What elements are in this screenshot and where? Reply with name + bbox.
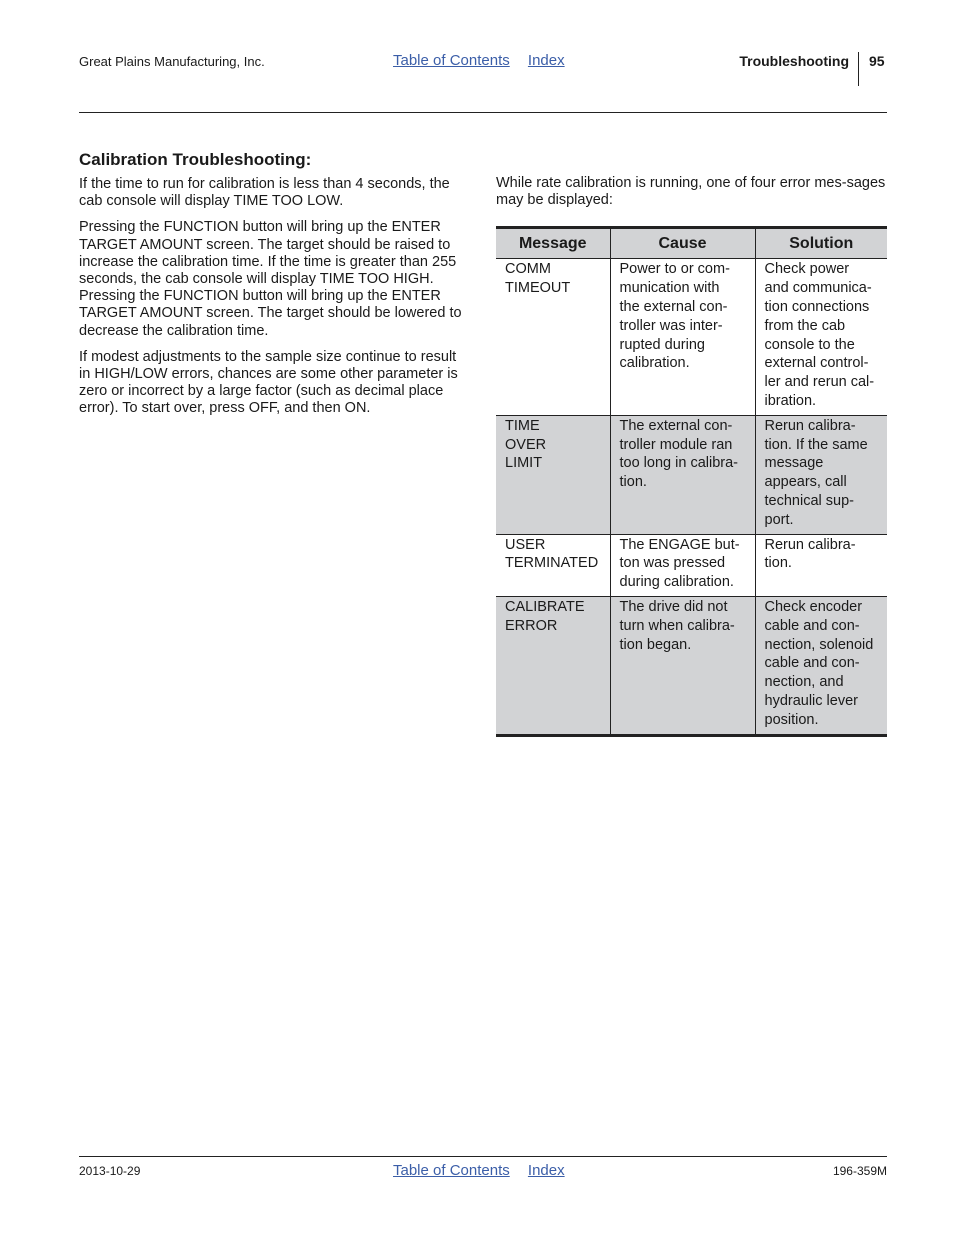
cell-line: The external con- (619, 417, 733, 434)
cell-line: tion. If the same (764, 436, 868, 453)
cell-line: appears, call (764, 474, 847, 491)
cell-line: OVER (505, 436, 547, 453)
cause-cell (610, 596, 755, 735)
cell-line: the external con- (619, 299, 728, 315)
cell-line: message (764, 455, 824, 472)
page-number: 95 (869, 53, 885, 69)
cell-line: cable and con- (764, 655, 860, 672)
header-toc-link[interactable]: Table of Contents (393, 52, 510, 69)
header-message: Message (496, 228, 610, 259)
cell-line: troller module ran (619, 436, 733, 453)
cell-line: Rerun calibra- (764, 536, 856, 553)
calibration-heading: Calibration Troubleshooting: (79, 150, 312, 169)
cause-cell (610, 259, 755, 415)
cell-line: Check power (764, 261, 850, 278)
section-title: Troubleshooting (739, 53, 849, 69)
header-solution: Solution (755, 228, 887, 259)
cell-line: hydraulic lever (764, 692, 858, 709)
cell-line: tion began. (619, 636, 692, 653)
cell-line: ton was pressed (619, 555, 726, 572)
cell-line: TIMEOUT (505, 280, 571, 297)
footer-index-link[interactable]: Index (527, 1162, 565, 1179)
table-row (496, 534, 887, 596)
solution-cell (755, 534, 887, 596)
table-row (496, 596, 887, 735)
cell-line: troller was inter- (619, 317, 723, 334)
right-column (496, 175, 887, 737)
table-intro: While rate calibration is running, one of four error mes-sages may be displayed: (496, 175, 886, 209)
left-column (79, 150, 469, 427)
cause-cell (610, 415, 755, 534)
footer-nav (393, 1162, 579, 1179)
cell-line: technical sup- (764, 492, 854, 509)
table-body (496, 259, 887, 735)
cell-line: rupted during (619, 336, 705, 353)
cell-line: CALIBRATE (505, 598, 585, 615)
cell-line: ibration. (764, 392, 817, 409)
cell-line: The drive did not (619, 598, 728, 615)
message-cell (496, 259, 610, 415)
cell-line: position. (764, 711, 819, 728)
cell-line: The ENGAGE but- (619, 536, 740, 553)
header-index-link[interactable]: Index (527, 52, 565, 69)
cell-line: and communica- (764, 280, 872, 297)
header-nav (393, 52, 579, 69)
header-cause: Cause (610, 228, 755, 259)
paragraph-modest-adjustments: If modest adjustments to the sample size continue to result in HIGH/LOW errors, chances are some other parameter is zero or incorrect by a large factor (such as decimal place error). To start over, press OFF, and then ON. (79, 348, 458, 417)
solution-cell (755, 596, 887, 735)
header-rule (79, 112, 887, 113)
cell-line: TERMINATED (505, 555, 599, 572)
cell-line: during calibration. (619, 574, 734, 591)
message-cell (496, 415, 610, 534)
footer-rule (79, 1156, 887, 1157)
cell-line: nection, solenoid (764, 636, 874, 653)
cell-line: too long in calibra- (619, 455, 738, 472)
cell-line: Check encoder (764, 598, 863, 615)
cause-cell (610, 534, 755, 596)
company-name: Great Plains Manufacturing, Inc. (79, 54, 265, 69)
cell-line: ler and rerun cal- (764, 374, 875, 391)
cell-line: USER (505, 536, 546, 553)
error-message-table (496, 226, 887, 736)
message-cell (496, 534, 610, 596)
cell-line: COMM (505, 261, 551, 278)
paragraph-function-button: Pressing the FUNCTION button will bring up the ENTER TARGET AMOUNT screen. The target should be raised to increase the calibration time. If the time is greater than 255 seconds, the cab console will display TIME TOO HIGH. Pressing the FUNCTION button will bring up the ENTER TARGET AMOUNT screen. The target should be lowered to decrease the calibration time. (79, 219, 462, 339)
table-row (496, 259, 887, 415)
cell-line: nection, and (764, 674, 844, 691)
cell-line: Power to or com- (619, 261, 730, 278)
footer-toc-link[interactable]: Table of Contents (393, 1162, 510, 1179)
cell-line: TIME (505, 417, 540, 434)
cell-line: port. (764, 511, 794, 528)
cell-line: calibration. (619, 355, 690, 372)
cell-line: turn when calibra- (619, 617, 735, 634)
solution-cell (755, 415, 887, 534)
solution-cell (755, 259, 887, 415)
footer-date: 2013-10-29 (79, 1164, 141, 1178)
paragraph-time-too-low: If the time to run for calibration is less than 4 seconds, the cab console will display TIME TOO LOW. (79, 176, 450, 210)
header-divider (858, 52, 859, 86)
cell-line: munication with (619, 280, 720, 297)
cell-line: tion. (764, 555, 792, 572)
cell-line: external control- (764, 355, 869, 372)
cell-line: tion connections (764, 299, 870, 315)
message-cell (496, 596, 610, 735)
cell-line: from the cab (764, 317, 846, 334)
cell-line: tion. (619, 474, 647, 491)
cell-line: console to the (764, 336, 855, 353)
table-row (496, 415, 887, 534)
footer-doc-number: 196-359M (832, 1164, 887, 1178)
cell-line: LIMIT (505, 455, 543, 472)
table-header-row (496, 228, 887, 259)
cell-line: ERROR (505, 617, 558, 634)
cell-line: cable and con- (764, 617, 860, 634)
cell-line: Rerun calibra- (764, 417, 856, 434)
